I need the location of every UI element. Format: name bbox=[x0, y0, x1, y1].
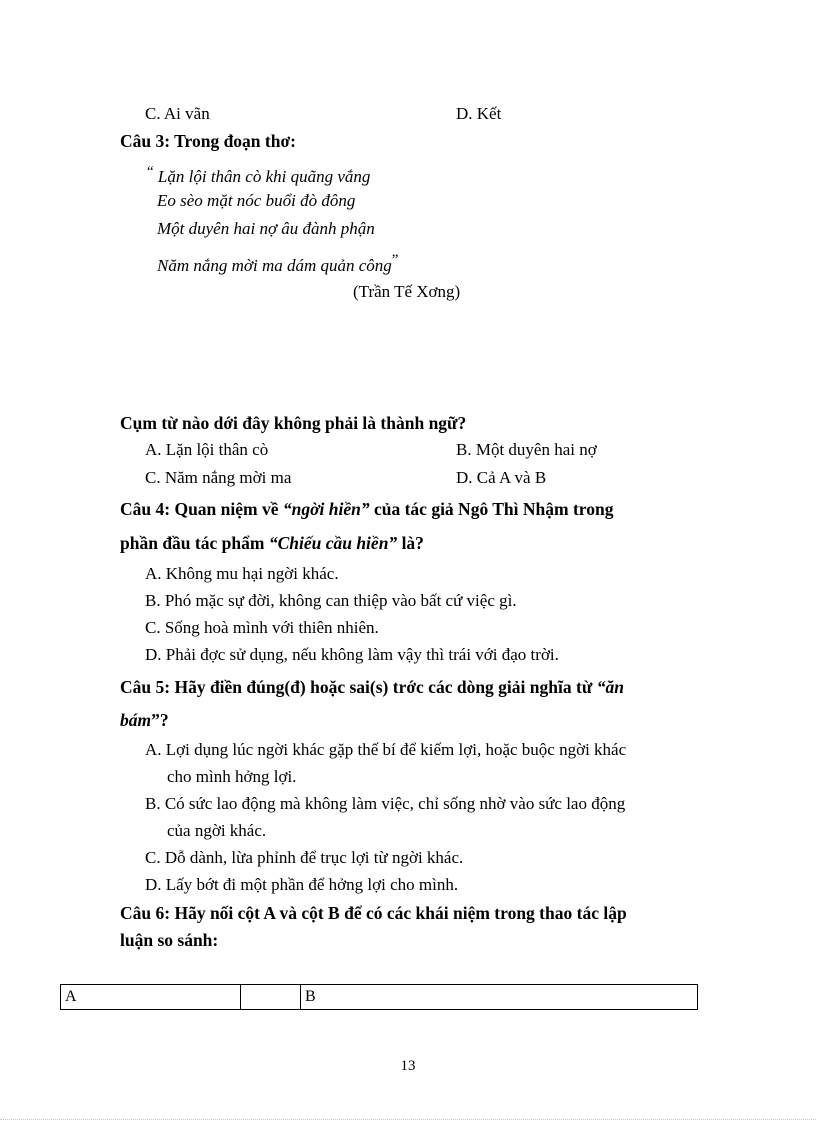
question-4-line-1 bbox=[120, 499, 613, 520]
poem-author: (Trần Tế Xơng) bbox=[353, 282, 461, 301]
question-6-line-2: luận so sánh: bbox=[120, 930, 219, 950]
question-6-text-1: : Hãy nối cột A và cột B để có các khái niệm trong thao tác lập bbox=[164, 903, 627, 923]
poem-open-quote: “ bbox=[147, 164, 154, 180]
column-a-header: A bbox=[61, 985, 241, 1010]
question-5-option-c: C. Dỗ dành, lừa phỉnh để trục lợi từ ngời khác. bbox=[145, 848, 464, 867]
matching-table bbox=[60, 984, 698, 1010]
poem-line-4-text: Năm nắng mời ma dám quản công bbox=[157, 256, 392, 275]
page-number: 13 bbox=[400, 1058, 416, 1074]
question-4-text-1: : Quan niệm về bbox=[164, 499, 279, 519]
question-5-option-b-line-2: của ngời khác. bbox=[167, 821, 267, 840]
option-c-prev: C. Ai vãn bbox=[145, 104, 210, 123]
question-3-heading bbox=[120, 131, 296, 152]
question-3-option-c: C. Năm nắng mời ma bbox=[145, 468, 292, 487]
question-4-option-d: D. Phải đợc sử dụng, nếu không làm vậy thì trái với đạo trời. bbox=[145, 645, 559, 664]
question-5-text-1: : Hãy điền đúng(đ) hoặc sai(s) trớc các dòng giải nghĩa từ bbox=[164, 677, 593, 697]
question-5-term-end: bám bbox=[120, 710, 152, 730]
question-5-term-close: ”? bbox=[151, 710, 169, 730]
question-4-label: Câu 4 bbox=[120, 499, 165, 519]
question-4-option-c: C. Sống hoà mình với thiên nhiên. bbox=[145, 618, 379, 637]
question-6-label: Câu 6 bbox=[120, 903, 165, 923]
question-5-option-a-line-1: A. Lợi dụng lúc ngời khác gặp thế bí để kiếm lợi, hoặc buộc ngời khác bbox=[145, 740, 627, 759]
question-5-line-2 bbox=[120, 710, 169, 731]
question-4-text-2: của tác giả Ngô Thì Nhậm trong bbox=[373, 499, 614, 519]
question-4-term: “ngời hiền” bbox=[282, 499, 370, 519]
question-4-option-a: A. Không mu hại ngời khác. bbox=[145, 564, 339, 583]
question-3-subquestion: Cụm từ nào dới đây không phải là thành ngữ? bbox=[120, 413, 467, 433]
question-5-label: Câu 5 bbox=[120, 677, 165, 697]
poem-line-2: Eo sèo mặt nóc buổi đò đông bbox=[157, 191, 356, 210]
question-5-term-start: “ăn bbox=[596, 677, 624, 697]
question-3-option-a: A. Lặn lội thân cò bbox=[145, 440, 269, 459]
question-6-line-1 bbox=[120, 903, 627, 924]
poem-line-4 bbox=[157, 251, 398, 276]
question-4-line-2 bbox=[120, 533, 424, 554]
question-5-line-1 bbox=[120, 677, 624, 698]
poem-line-1-text: Lặn lội thân cò khi quãng vắng bbox=[157, 167, 371, 186]
page-bottom-divider bbox=[0, 1119, 816, 1120]
question-4-text-4: là? bbox=[401, 533, 424, 553]
question-5-option-a-line-2: cho mình hởng lợi. bbox=[167, 767, 297, 786]
table-header-row bbox=[61, 985, 698, 1010]
column-middle-header bbox=[241, 985, 301, 1010]
question-5-option-d: D. Lấy bớt đi một phần để hởng lợi cho mình. bbox=[145, 875, 459, 894]
question-4-text-3: phần đầu tác phẩm bbox=[120, 533, 265, 553]
question-3-label: Câu 3 bbox=[120, 131, 165, 151]
option-d-prev: D. Kết bbox=[456, 104, 502, 123]
question-5-option-b-line-1: B. Có sức lao động mà không làm việc, chỉ sống nhờ vào sức lao động bbox=[145, 794, 626, 813]
question-4-work: “Chiếu cầu hiền” bbox=[268, 533, 398, 553]
question-3-option-b: B. Một duyên hai nợ bbox=[456, 440, 597, 459]
poem-line-3: Một duyên hai nợ âu đành phận bbox=[157, 219, 375, 238]
question-3-option-d: D. Cả A và B bbox=[456, 468, 547, 487]
column-b-header: B bbox=[301, 985, 698, 1010]
poem-close-quote: ” bbox=[391, 252, 399, 268]
poem-line-1 bbox=[147, 163, 370, 187]
question-4-option-b: B. Phó mặc sự đời, không can thiệp vào bất cứ việc gì. bbox=[145, 591, 517, 610]
question-3-title: : Trong đoạn thơ: bbox=[164, 131, 296, 151]
